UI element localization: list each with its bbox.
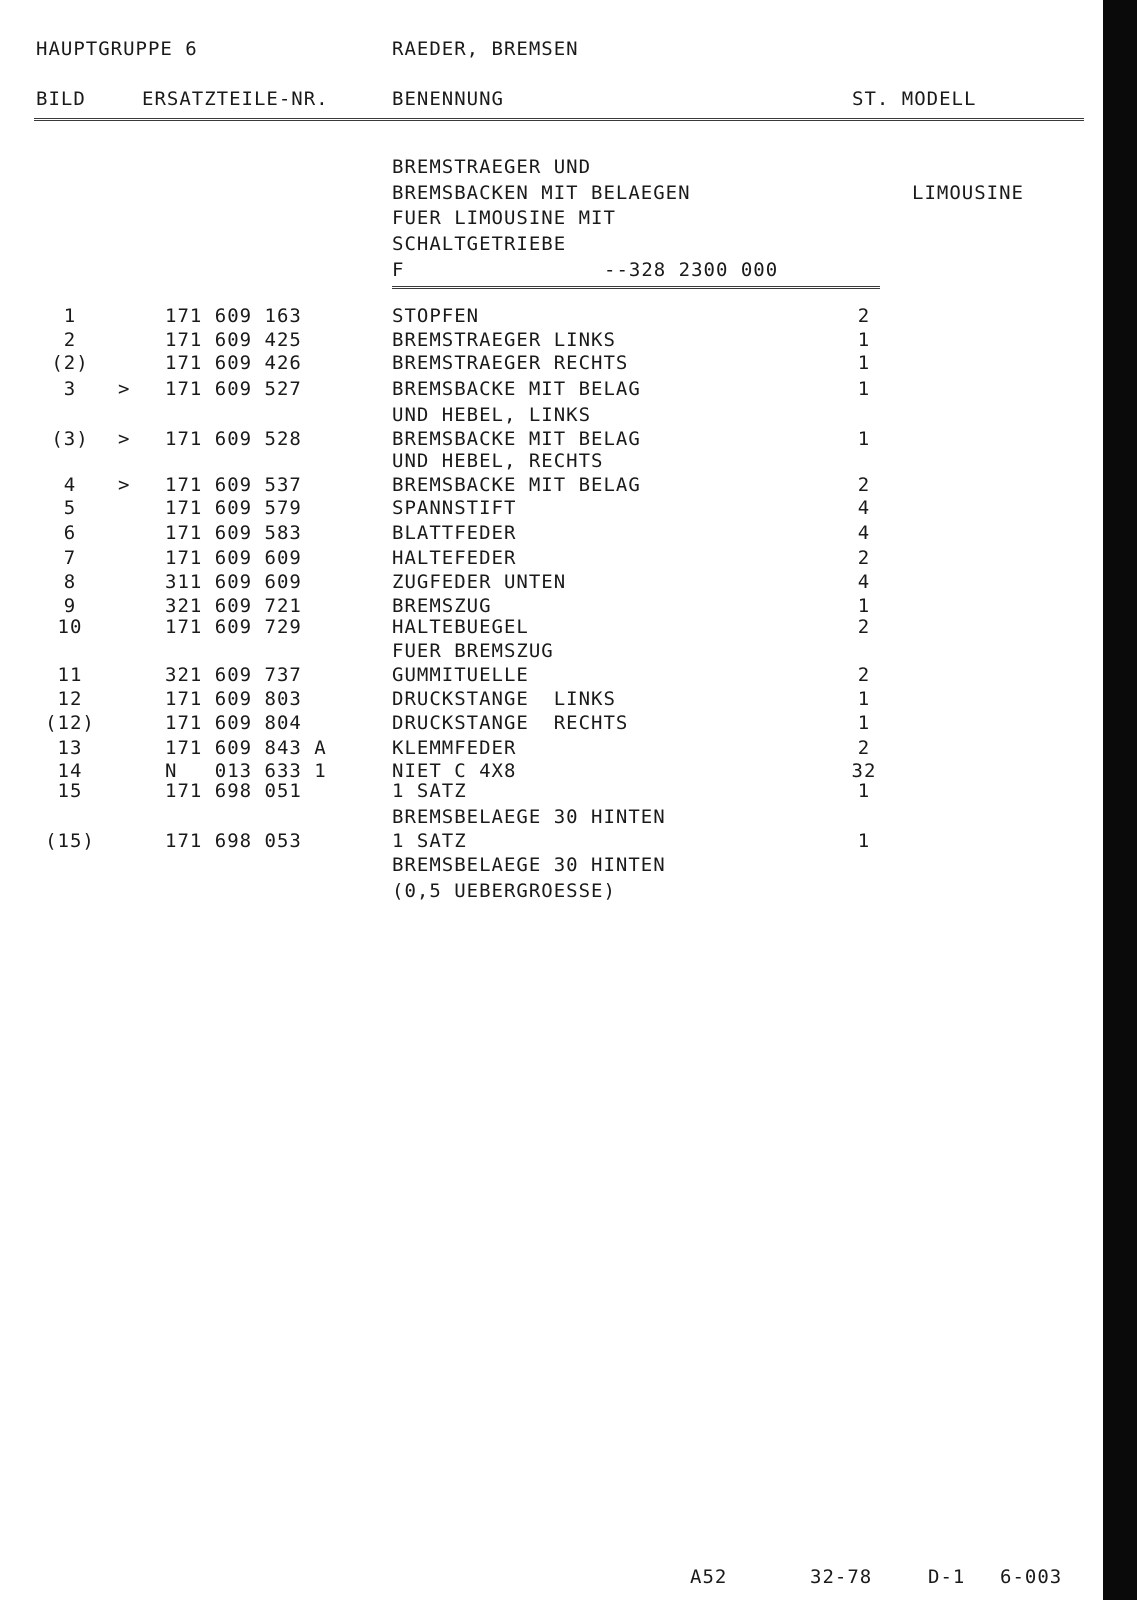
quantity: 4 [857, 522, 871, 544]
column-header-qty-model: ST. MODELL [852, 88, 977, 110]
bild-number: 4 [63, 474, 77, 496]
part-number: 321 609 721 [165, 595, 302, 617]
part-number: 321 609 737 [165, 664, 302, 686]
quantity: 1 [857, 428, 871, 450]
scan-edge-bar [1103, 0, 1137, 1600]
part-number: 171 609 609 [165, 547, 302, 569]
description-continuation: UND HEBEL, RECHTS [392, 450, 604, 472]
quantity: 1 [857, 712, 871, 734]
bild-number: 6 [63, 522, 77, 544]
quantity: 1 [857, 688, 871, 710]
bild-number: (3) [51, 428, 89, 450]
part-description: 1 SATZ [392, 830, 467, 852]
quantity: 1 [857, 378, 871, 400]
change-marker: > [118, 474, 131, 496]
part-number: 311 609 609 [165, 571, 302, 593]
section-line: SCHALTGETRIEBE [392, 233, 567, 255]
bild-number: 2 [63, 329, 77, 351]
table-row [0, 378, 1100, 402]
footer-code: A52 [690, 1566, 728, 1588]
bild-number: 5 [63, 497, 77, 519]
part-description: SPANNSTIFT [392, 497, 517, 519]
part-description: BLATTFEDER [392, 522, 517, 544]
bild-number: 7 [63, 547, 77, 569]
quantity: 2 [857, 305, 871, 327]
part-number: 171 698 053 [165, 830, 302, 852]
table-row [0, 474, 1100, 498]
part-number: 171 609 803 [165, 688, 302, 710]
part-number: 171 609 579 [165, 497, 302, 519]
column-header-description: BENENNUNG [392, 88, 504, 110]
section-double-rule [392, 286, 880, 289]
bild-number: 12 [57, 688, 83, 710]
part-description: HALTEFEDER [392, 547, 517, 569]
change-marker: > [118, 378, 131, 400]
quantity: 1 [857, 352, 871, 374]
section-line: FUER LIMOUSINE MIT [392, 207, 616, 229]
table-row [0, 737, 1100, 761]
section-line: BREMSTRAEGER UND [392, 156, 592, 178]
quantity: 2 [857, 616, 871, 638]
bild-number: (15) [45, 830, 95, 852]
footer-date: 32-78 [810, 1566, 873, 1588]
part-number: 171 609 843 A [165, 737, 327, 759]
main-group-label: HAUPTGRUPPE 6 [36, 38, 198, 60]
model-name: LIMOUSINE [912, 182, 1024, 204]
table-row [0, 780, 1100, 804]
header-double-rule [34, 118, 1084, 121]
table-row [0, 830, 1100, 854]
chassis-range-value: --328 2300 000 [604, 259, 779, 281]
table-row [0, 522, 1100, 546]
part-description: STOPFEN [392, 305, 480, 327]
quantity: 1 [857, 830, 871, 852]
quantity: 2 [857, 664, 871, 686]
part-description: DRUCKSTANGE LINKS [392, 688, 616, 710]
bild-number: 10 [57, 616, 83, 638]
bild-number: 1 [63, 305, 77, 327]
table-row [0, 547, 1100, 571]
table-row [0, 571, 1100, 595]
column-header-part-number: ERSATZTEILE-NR. [142, 88, 329, 110]
part-description: BREMSBACKE MIT BELAG [392, 474, 641, 496]
main-group-title: RAEDER, BREMSEN [392, 38, 579, 60]
part-number: 171 609 425 [165, 329, 302, 351]
table-row [0, 497, 1100, 521]
description-continuation: (0,5 UEBERGROESSE) [392, 880, 616, 902]
part-description: DRUCKSTANGE RECHTS [392, 712, 629, 734]
part-description: HALTEBUEGEL [392, 616, 529, 638]
part-description: ZUGFEDER UNTEN [392, 571, 567, 593]
part-number: 171 609 537 [165, 474, 302, 496]
table-row [0, 616, 1100, 640]
bild-number: (2) [51, 352, 89, 374]
chassis-range-prefix: F [392, 259, 405, 281]
quantity: 1 [857, 329, 871, 351]
column-header-bild: BILD [36, 88, 86, 110]
bild-number: 9 [63, 595, 77, 617]
part-description: KLEMMFEDER [392, 737, 517, 759]
quantity: 1 [857, 780, 871, 802]
description-continuation: BREMSBELAEGE 30 HINTEN [392, 806, 666, 828]
table-row [0, 688, 1100, 712]
part-description: 1 SATZ [392, 780, 467, 802]
quantity: 1 [857, 595, 871, 617]
part-description: BREMSTRAEGER LINKS [392, 329, 616, 351]
bild-number: 11 [57, 664, 83, 686]
footer-language: D-1 [928, 1566, 966, 1588]
footer-page-number: 6-003 [1000, 1566, 1063, 1588]
table-row [0, 712, 1100, 736]
bild-number: (12) [45, 712, 95, 734]
part-description: BREMSBACKE MIT BELAG [392, 428, 641, 450]
change-marker: > [118, 428, 131, 450]
part-number: 171 609 804 [165, 712, 302, 734]
part-number: 171 609 528 [165, 428, 302, 450]
part-number: 171 609 729 [165, 616, 302, 638]
bild-number: 14 [57, 760, 83, 782]
part-number: 171 609 163 [165, 305, 302, 327]
part-number: N 013 633 1 [165, 760, 327, 782]
table-row [0, 352, 1100, 376]
part-number: 171 698 051 [165, 780, 302, 802]
description-continuation: BREMSBELAEGE 30 HINTEN [392, 854, 666, 876]
bild-number: 15 [57, 780, 83, 802]
description-continuation: FUER BREMSZUG [392, 640, 554, 662]
part-number: 171 609 426 [165, 352, 302, 374]
quantity: 2 [857, 547, 871, 569]
part-description: NIET C 4X8 [392, 760, 517, 782]
part-description: GUMMITUELLE [392, 664, 529, 686]
table-row [0, 329, 1100, 353]
bild-number: 3 [63, 378, 77, 400]
part-number: 171 609 583 [165, 522, 302, 544]
table-row [0, 664, 1100, 688]
quantity: 4 [857, 497, 871, 519]
section-line: BREMSBACKEN MIT BELAEGEN [392, 182, 691, 204]
part-number: 171 609 527 [165, 378, 302, 400]
quantity: 4 [857, 571, 871, 593]
quantity: 2 [857, 737, 871, 759]
part-description: BREMSZUG [392, 595, 492, 617]
quantity: 2 [857, 474, 871, 496]
quantity: 32 [851, 760, 877, 782]
bild-number: 8 [63, 571, 77, 593]
bild-number: 13 [57, 737, 83, 759]
part-description: BREMSTRAEGER RECHTS [392, 352, 629, 374]
table-row [0, 428, 1100, 452]
part-description: BREMSBACKE MIT BELAG [392, 378, 641, 400]
table-row [0, 305, 1100, 329]
description-continuation: UND HEBEL, LINKS [392, 404, 592, 426]
